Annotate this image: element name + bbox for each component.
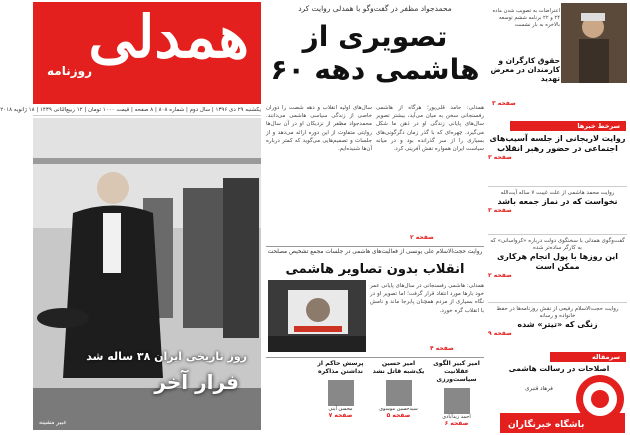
news-headline: این روزها با پول انجام هرکاری ممکن است (496, 252, 619, 271)
column-item[interactable] (429, 360, 484, 430)
divider (488, 234, 627, 235)
column-page-ref: صفحه ۵ (386, 412, 411, 419)
crowd-poster-illustration (268, 280, 366, 352)
author-name: محسن آیتی (328, 406, 353, 412)
news-headline: زنگی که «تیتر» شده (517, 320, 598, 329)
second-story-kicker: روایت حجت‌الاسلام علی یونسی از فعالیت‌های هاشمی در جلسات مجمع تشخیص مصلحت (267, 249, 483, 255)
divider (266, 357, 484, 358)
author-name: احمد زیدآبادی (442, 414, 471, 420)
labor-story-headline[interactable]: حقوق کارگران و کارمندان در معرض تهدید (490, 56, 560, 83)
photo-headline: فرار آخر (154, 370, 239, 394)
news-page-ref: صفحه ۳ (488, 154, 512, 161)
column-item[interactable] (313, 360, 368, 430)
second-story-page-ref[interactable]: صفحه ۴ (430, 345, 454, 352)
photo-credit: عبیر مشینه (39, 419, 67, 426)
photo-kicker: روز تاریخی ایران ۳۸ ساله شد (86, 350, 247, 363)
news-item[interactable] (488, 134, 627, 161)
lead-story-headline (266, 20, 484, 86)
news-item[interactable] (488, 190, 627, 214)
masthead (33, 2, 261, 104)
second-story-headline: انقلاب بدون تصاویر هاشمی (285, 262, 465, 277)
author-photo (386, 380, 412, 406)
news-kicker: روایت محمد هاشمی از علت غیبت ۷ ساله آیت‌الله (500, 190, 615, 196)
news-headline: روایت لاریجانی از جلسه آسیب‌های اجتماعی در حضور رهبر انقلاب (489, 134, 626, 153)
editorial-tag: سرمقاله (550, 352, 626, 362)
lead-story-page-ref[interactable]: صفحه ۲ (410, 234, 434, 241)
lead-story-body-right: همدلی: حامد قلی‌پور؛ هرگاه از هاشمی رفسنجانی سخن به میان می‌آید، بیشتر تصویر سال‌های پایانی زندگی او در ذهن ما شکل می‌گیرد. چهره‌ای که با گذر زمان دگرگونی‌های بسیاری را از سر گذرانده بود و در میانه سیاست ایران همواره نقش آفرینی کرد. (376, 105, 484, 153)
editorial-author: فرهاد قنبری (525, 386, 553, 392)
lead-story-kicker: محمدجواد مظفر در گفت‌وگو با همدلی روایت کرد (298, 4, 452, 13)
column-headline: پرسش حاکم از نداشتن مذاکره (317, 360, 364, 375)
news-item[interactable] (488, 238, 627, 279)
divider (266, 246, 484, 247)
news-headlines-tag: سرخط خبرها (510, 121, 626, 131)
labor-story-page-ref[interactable]: صفحه ۳ (492, 100, 516, 107)
news-kicker: گفت‌وگوی همدلی با سخنگوی دولت درباره «کرواسانی» که به کارگر ساده‌تر شده (490, 238, 625, 251)
column-item[interactable] (371, 360, 426, 430)
lead-story-body-left: سال‌های اولیه انقلاب و دهه شصت را دوران خاصی از زندگی سیاسی هاشمی می‌دانند. محمدجواد مظفر از نزدیکان او در آن سال‌ها روایتی متفاوت از این دوره ارائه می‌دهد و از جلسات و تصمیم‌هایی می‌گوید که کمتر درباره آن‌ها شنیده‌ایم. (266, 105, 372, 153)
dateline: یکشنبه ۲۹ دی ۱۳۹۶ | سال دوم | شماره ۸۰۸ | ۸ صفحه | قیمت ۱۰۰۰ تومان | ۱۲ ربیع‌الثانی ۱۴۳۹ | ۱۸ ژانویه ۲۰۱۸ (33, 104, 261, 116)
column-headline: امیر حسین یک‌شبه قاتل نشد (372, 360, 425, 375)
newspaper-type: روزنامه (47, 64, 92, 78)
badge-label: باشگاه خبرنگاران (508, 420, 585, 430)
second-story-body: همدلی: هاشمی رفسنجانی در سال‌های پایانی عمر خود بارها مورد انتقاد قرار گرفت؛ اما تصویر او در نگاه بسیاری از مردم همچنان پابرجا ماند و نامش با انقلاب گره خورد. (369, 283, 484, 314)
news-item[interactable] (488, 306, 627, 337)
column-page-ref: صفحه ۶ (444, 420, 469, 427)
news-kicker: روایت حجت‌الاسلام رفیعی از نقش روزنامه‌ها در حفظ خانواده و رسانه (496, 306, 619, 319)
author-photo (444, 388, 470, 414)
news-page-ref: صفحه ۹ (488, 330, 512, 337)
news-headline: نخواست که در نماز جمعه باشد (497, 197, 618, 206)
column-page-ref: صفحه ۷ (328, 412, 353, 419)
divider (488, 302, 627, 303)
labor-story-kicker: اعتراضات به تصویب شدن ماده ۲۴ و ۲۲ برنامه ششم توسعه بالاخره به بار نشست (492, 8, 560, 28)
miner-photo (561, 3, 627, 83)
miner-illustration (561, 3, 627, 83)
column-headline: امیر کبیر الگوی عقلانیت سیاست‌ورزی (433, 360, 480, 383)
newspaper-logo: همدلی (88, 3, 249, 71)
headline-line-1: تصویری از (302, 20, 448, 53)
main-photo (33, 118, 261, 430)
news-page-ref: صفحه ۳ (488, 207, 512, 214)
second-story-photo (268, 280, 366, 352)
news-page-ref: صفحه ۲ (488, 272, 512, 279)
editorial-headline[interactable]: اصلاحات در رسالت هاشمی (508, 364, 610, 373)
divider (488, 186, 627, 187)
author-photo (328, 380, 354, 406)
headline-line-2: هاشمی دهه ۶۰ (270, 53, 480, 86)
author-name: سیدحسین موسوی (379, 406, 418, 412)
